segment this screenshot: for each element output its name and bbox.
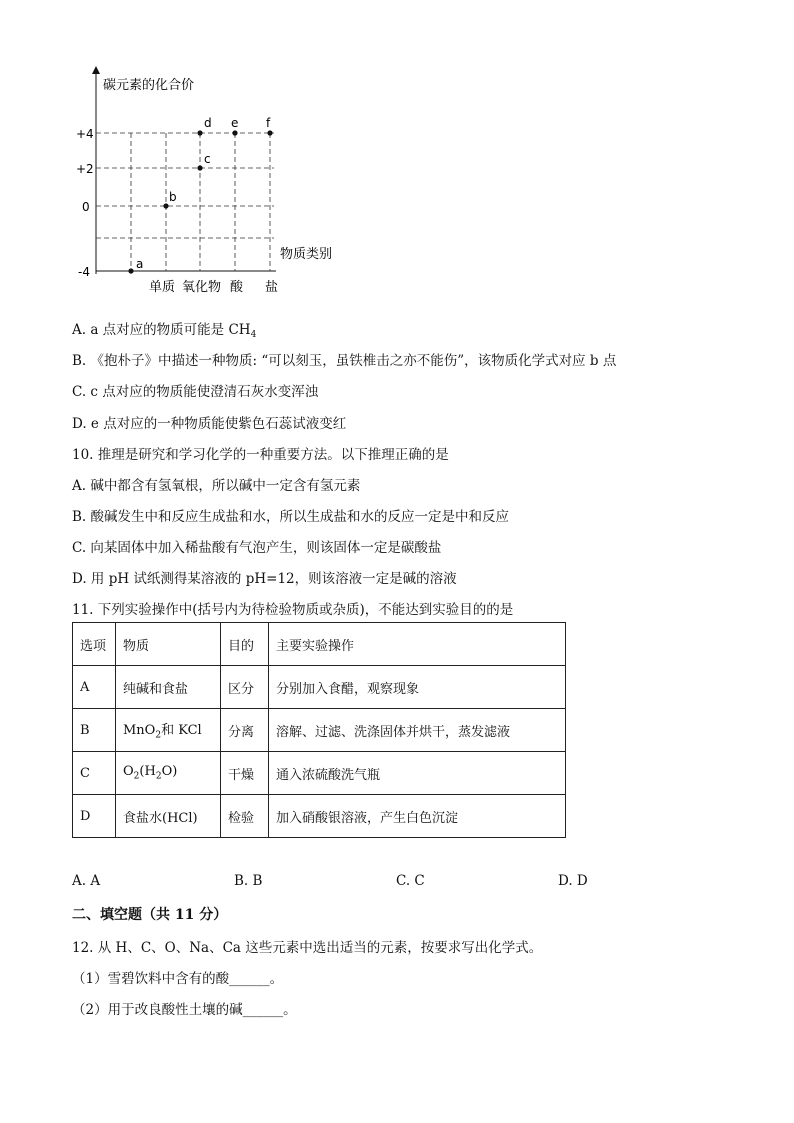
table-row <box>73 709 566 752</box>
table-header-row <box>73 623 566 666</box>
y-axis-title: 碳元素的化合价 <box>103 78 195 93</box>
x-cat-element: 单质 <box>149 280 176 295</box>
y-tick-0: 0 <box>82 200 90 214</box>
q10-stem: 10. 推理是研究和学习化学的一种重要方法。以下推理正确的是 <box>72 447 449 463</box>
q12-part2: （2）用于改良酸性土壤的碱______。 <box>72 1002 297 1018</box>
header-substance: 物质 <box>116 623 221 666</box>
q10-option-c: C. 向某固体中加入稀盐酸有气泡产生，则该固体一定是碳酸盐 <box>72 540 442 556</box>
header-operation: 主要实验操作 <box>269 623 566 666</box>
point-label-b: b <box>169 190 177 204</box>
table-row <box>73 666 566 709</box>
q12-part1: （1）雪碧饮料中含有的酸______。 <box>72 971 284 987</box>
section-title: 二、填空题（共 11 分） <box>72 907 228 923</box>
y-tick-plus2: +2 <box>76 162 94 176</box>
q9-option-d: D. e 点对应的一种物质能使紫色石蕊试液变红 <box>72 416 347 432</box>
row-substance: 纯碱和食盐 <box>116 666 221 709</box>
row-option: B <box>73 709 116 752</box>
table-row <box>73 752 566 795</box>
x-cat-oxide: 氧化物 <box>182 280 222 295</box>
q11-stem: 11. 下列实验操作中(括号内为待检验物质或杂质)，不能达到实验目的的是 <box>72 602 514 618</box>
point-label-c: c <box>204 152 211 166</box>
q10-option-d: D. 用 pH 试纸测得某溶液的 pH=12，则该溶液一定是碱的溶液 <box>72 571 457 587</box>
row-operation: 通入浓硫酸洗气瓶 <box>269 752 566 795</box>
q10-option-a: A. 碱中都含有氢氧根，所以碱中一定含有氢元素 <box>72 478 361 494</box>
q11-answer-b: B. B <box>234 873 263 889</box>
row-goal: 检验 <box>221 795 269 838</box>
row-goal: 干燥 <box>221 752 269 795</box>
point-label-a: a <box>136 257 144 271</box>
q12-stem: 12. 从 H、C、O、Na、Ca 这些元素中选出适当的元素，按要求写出化学式。 <box>72 940 543 956</box>
q9-option-a: A. a 点对应的物质可能是 $CH_4$ <box>72 322 257 340</box>
point-label-f: f <box>266 116 271 130</box>
row-operation: 分别加入食醋，观察现象 <box>269 666 566 709</box>
row-option: A <box>73 666 116 709</box>
point-e <box>232 130 237 135</box>
q11-answer-d: D. D <box>558 873 588 889</box>
point-b <box>163 203 168 208</box>
y-tick-minus4: -4 <box>78 265 90 279</box>
point-label-e: e <box>231 116 239 130</box>
header-option: 选项 <box>73 623 116 666</box>
q9-option-c: C. c 点对应的物质能使澄清石灰水变浑浊 <box>72 384 319 400</box>
row-goal: 区分 <box>221 666 269 709</box>
q9-option-b: B. 《抱朴子》中描述一种物质: “可以刻玉，虽铁椎击之亦不能伤”，该物质化学式对应 b 点 <box>72 353 617 369</box>
q10-option-b: B. 酸碱发生中和反应生成盐和水，所以生成盐和水的反应一定是中和反应 <box>72 509 510 525</box>
point-a <box>128 268 133 273</box>
point-f <box>267 130 272 135</box>
x-cat-acid: 酸 <box>230 280 244 295</box>
grid-horizontal <box>96 133 274 238</box>
row-option: D <box>73 795 116 838</box>
table-row <box>73 795 566 838</box>
row-option: C <box>73 752 116 795</box>
point-c <box>197 165 202 170</box>
x-axis-title: 物质类别 <box>280 247 333 262</box>
q11-answer-c: C. C <box>396 873 425 889</box>
q11-answer-a: A. A <box>72 873 101 889</box>
grid-vertical <box>131 133 270 271</box>
row-substance: $O_2(H_2O)$ <box>116 752 221 795</box>
y-tick-plus4: +4 <box>76 127 94 141</box>
point-d <box>197 130 202 135</box>
row-substance: 食盐水(HCl) <box>116 795 221 838</box>
q11-table <box>72 622 566 838</box>
row-operation: 溶解、过滤、洗涤固体并烘干，蒸发滤液 <box>269 709 566 752</box>
valence-category-diagram <box>70 62 370 302</box>
x-cat-salt: 盐 <box>265 280 279 295</box>
row-operation: 加入硝酸银溶液，产生白色沉淀 <box>269 795 566 838</box>
row-substance: MnO$_2$和 KCl <box>116 709 221 752</box>
row-goal: 分离 <box>221 709 269 752</box>
point-label-d: d <box>204 116 212 130</box>
header-goal: 目的 <box>221 623 269 666</box>
